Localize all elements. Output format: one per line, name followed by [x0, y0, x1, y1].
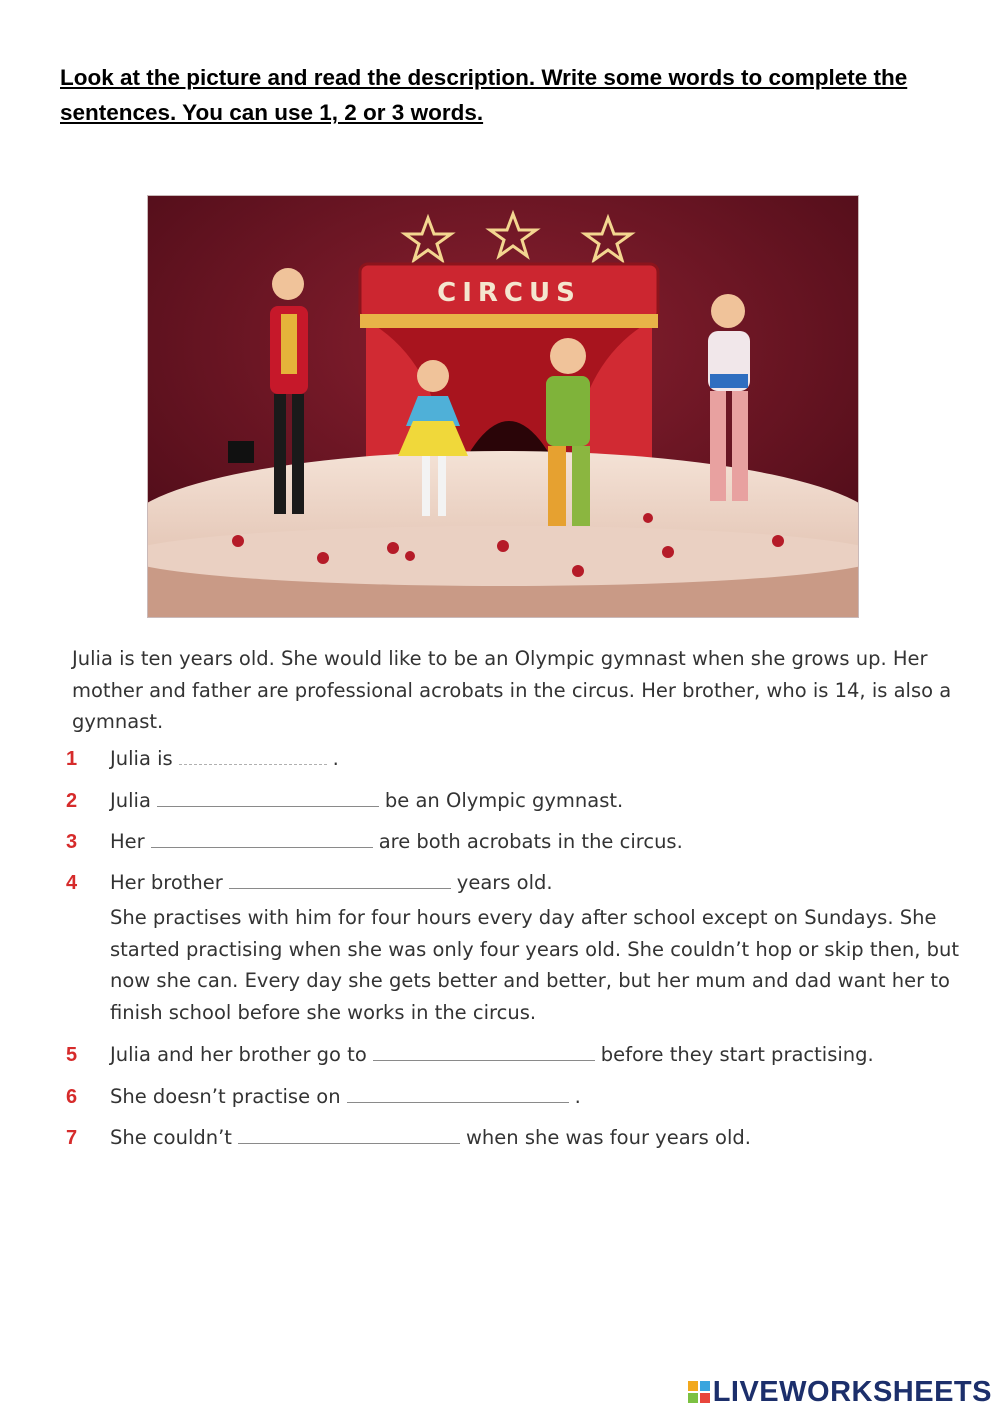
question-text-after: are both acrobats in the circus.	[378, 830, 683, 853]
description-paragraph-1: Julia is ten years old. She would like to be an Olympic gymnast when she grows up. Her mother and father are professional acrobats in the circus. Her brother, who is 14, is also a gymnast.	[72, 647, 952, 733]
circus-illustration	[147, 195, 859, 618]
question-5	[66, 1038, 874, 1070]
question-number: 2	[66, 790, 78, 812]
question-1	[66, 742, 339, 774]
question-text-after: be an Olympic gymnast.	[384, 789, 624, 812]
instructions-heading: Look at the picture and read the description. Write some words to complete the sentences. You can use 1, 2 or 3 words.	[60, 65, 908, 125]
question-2	[66, 784, 623, 816]
question-number: 1	[66, 748, 78, 770]
question-text-after: years old.	[456, 871, 553, 894]
question-number: 6	[66, 1086, 78, 1108]
answer-blank[interactable]	[238, 1121, 460, 1144]
answer-blank[interactable]	[179, 742, 327, 765]
question-number: 5	[66, 1044, 78, 1066]
question-text-after: before they start practising.	[600, 1043, 874, 1066]
question-3	[66, 825, 683, 857]
question-number: 3	[66, 831, 78, 853]
description-paragraph-2: She practises with him for four hours every day after school except on Sundays. She started practising when she was only four years old. She couldn’t hop or skip then, but now she can. Every day she gets better and better, but her mum and dad want her to finish school before she works in the circus.	[110, 906, 960, 1024]
question-4	[66, 866, 553, 898]
answer-blank[interactable]	[157, 784, 379, 807]
answer-blank[interactable]	[229, 866, 451, 889]
question-text-before: Julia is	[110, 747, 173, 770]
question-text-before: She doesn’t practise on	[110, 1085, 341, 1108]
question-number: 4	[66, 872, 78, 894]
circus-sign-text: CIRCUS	[437, 278, 581, 308]
question-6	[66, 1080, 581, 1112]
question-text-after: when she was four years old.	[465, 1126, 751, 1149]
question-text-before: Her	[110, 830, 145, 853]
question-text-before: Julia and her brother go to	[110, 1043, 367, 1066]
liveworksheets-logo-icon	[688, 1381, 710, 1403]
liveworksheets-wordmark: LIVEWORKSHEETS	[712, 1375, 992, 1408]
liveworksheets-logo	[688, 1372, 992, 1412]
question-text-after: .	[332, 747, 339, 770]
question-text-before: Julia	[110, 789, 151, 812]
answer-blank[interactable]	[151, 825, 373, 848]
question-text-before: She couldn’t	[110, 1126, 232, 1149]
answer-blank[interactable]	[373, 1038, 595, 1061]
answer-blank[interactable]	[347, 1080, 569, 1103]
question-7	[66, 1121, 751, 1153]
question-text-after: .	[574, 1085, 581, 1108]
question-number: 7	[66, 1127, 78, 1149]
question-text-before: Her brother	[110, 871, 223, 894]
